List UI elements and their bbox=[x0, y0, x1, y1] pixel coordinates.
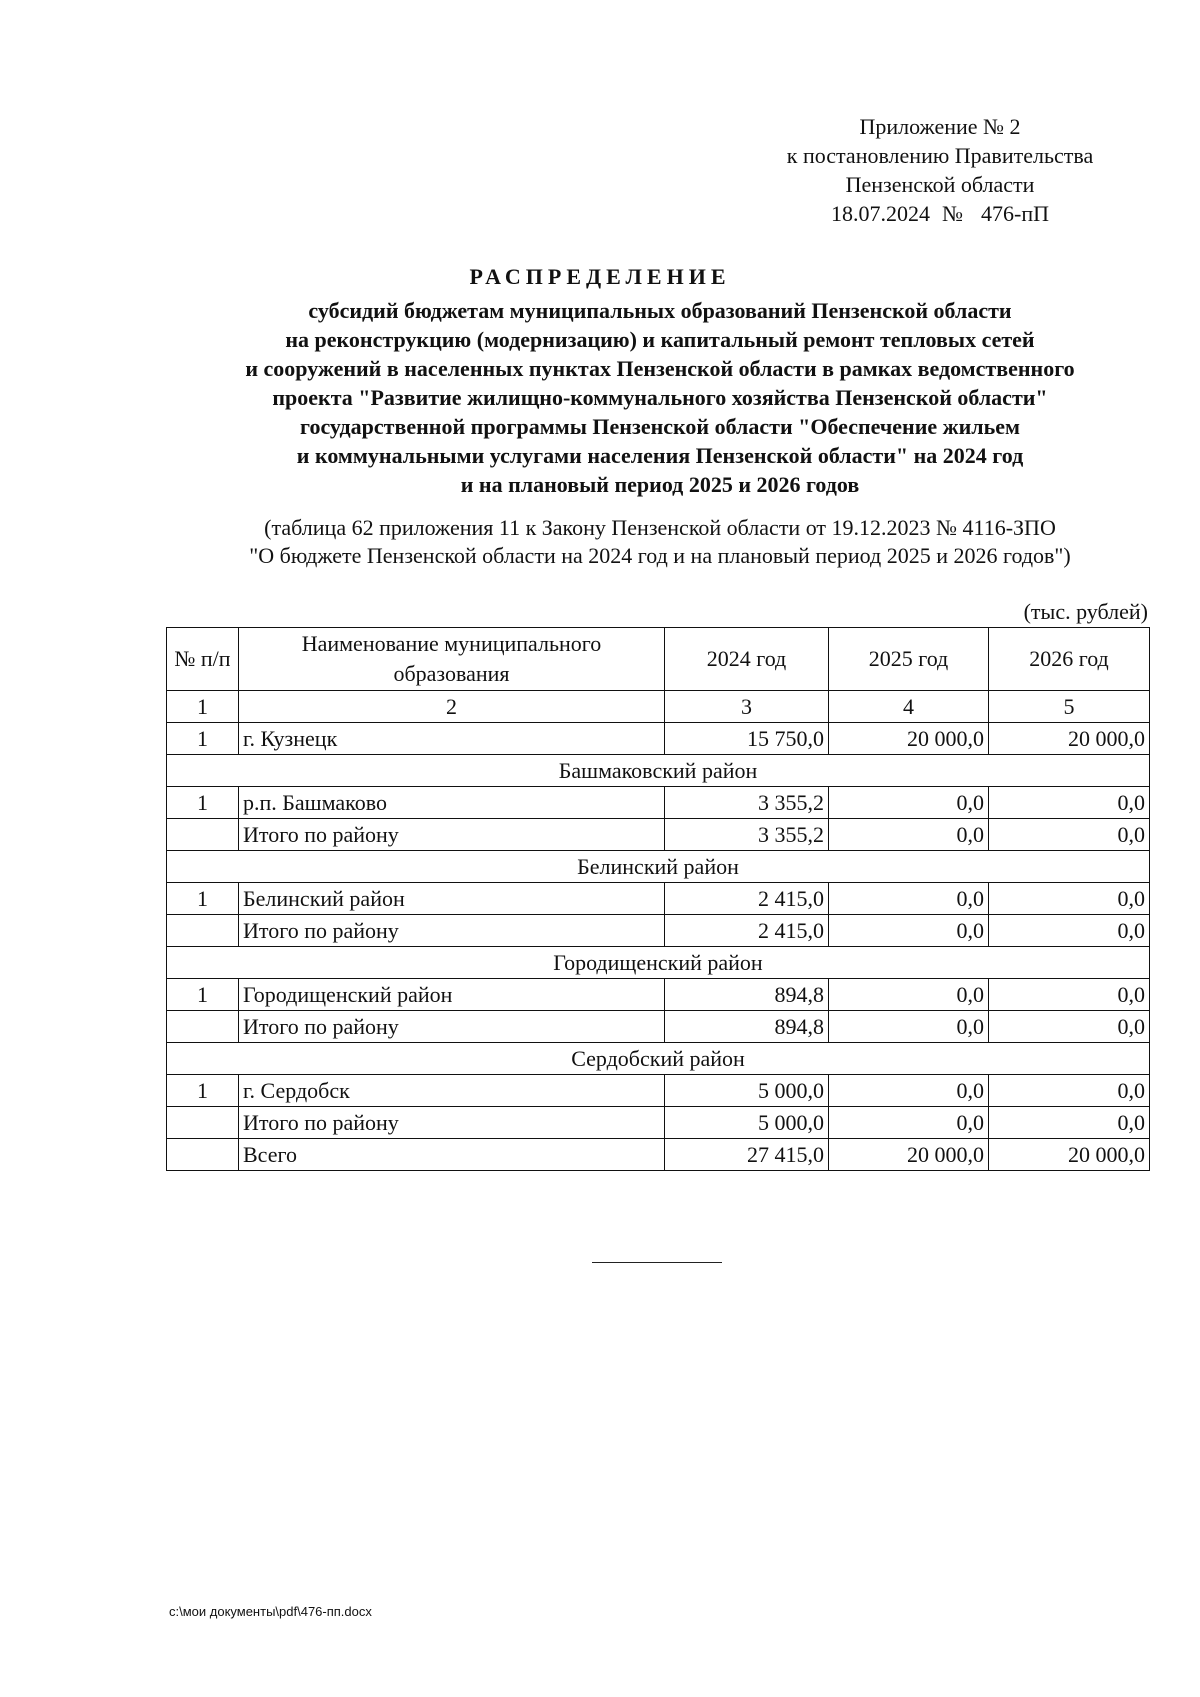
table-header-row bbox=[167, 628, 1150, 691]
row-name: г. Сердобск bbox=[239, 1075, 665, 1107]
subtitle-line: проекта "Развитие жилищно-коммунального хозяйства Пензенской области" bbox=[272, 385, 1048, 410]
source-reference-line: "О бюджете Пензенской области на 2024 год и на плановый период 2025 и 2026 годов") bbox=[249, 543, 1071, 568]
row-name: р.п. Башмаково bbox=[239, 787, 665, 819]
row-name: Итого по району bbox=[239, 1011, 665, 1043]
row-value-2025: 20 000,0 bbox=[829, 1139, 989, 1171]
row-num bbox=[167, 915, 239, 947]
row-value-2025: 0,0 bbox=[829, 1107, 989, 1139]
header-num: № п/п bbox=[167, 628, 239, 691]
row-num: 1 bbox=[167, 1075, 239, 1107]
row-value-2025: 0,0 bbox=[829, 787, 989, 819]
row-num: 1 bbox=[167, 723, 239, 755]
row-value-2025: 0,0 bbox=[829, 819, 989, 851]
row-value-2024: 3 355,2 bbox=[665, 787, 829, 819]
number-sign: № bbox=[942, 201, 963, 226]
row-num bbox=[167, 1139, 239, 1171]
appendix-block bbox=[760, 112, 1120, 228]
subtitle-line: и на плановый период 2025 и 2026 годов bbox=[460, 472, 860, 497]
column-number: 1 bbox=[167, 691, 239, 723]
section-title: Городищенский район bbox=[167, 947, 1150, 979]
row-value-2025: 0,0 bbox=[829, 915, 989, 947]
row-value-2025: 20 000,0 bbox=[829, 723, 989, 755]
table-row bbox=[167, 787, 1150, 819]
row-value-2026: 0,0 bbox=[989, 787, 1150, 819]
source-reference bbox=[120, 514, 1200, 570]
row-value-2026: 0,0 bbox=[989, 1107, 1150, 1139]
table-row bbox=[167, 883, 1150, 915]
table-row bbox=[167, 819, 1150, 851]
row-name: Всего bbox=[239, 1139, 665, 1171]
file-path-footer: c:\мои документы\pdf\476-пп.docx bbox=[169, 1604, 372, 1619]
units-label: (тыс. рублей) bbox=[1023, 599, 1148, 624]
row-value-2026: 0,0 bbox=[989, 1075, 1150, 1107]
section-title: Башмаковский район bbox=[167, 755, 1150, 787]
row-name: г. Кузнецк bbox=[239, 723, 665, 755]
row-value-2024: 15 750,0 bbox=[665, 723, 829, 755]
resolution-number: 476-пП bbox=[981, 201, 1049, 226]
row-value-2026: 20 000,0 bbox=[989, 1139, 1150, 1171]
row-value-2024: 894,8 bbox=[665, 1011, 829, 1043]
row-value-2025: 0,0 bbox=[829, 1011, 989, 1043]
section-title: Белинский район bbox=[167, 851, 1150, 883]
appendix-date-line bbox=[760, 199, 1120, 228]
appendix-line-2: к постановлению Правительства bbox=[786, 143, 1094, 168]
header-2024: 2024 год bbox=[665, 628, 829, 691]
subtitle-line: и коммунальными услугами населения Пензенской области" на 2024 год bbox=[296, 443, 1024, 468]
document-title: РАСПРЕДЕЛЕНИЕ bbox=[469, 264, 731, 289]
closing-divider bbox=[592, 1262, 722, 1263]
table-row bbox=[167, 915, 1150, 947]
row-value-2024: 27 415,0 bbox=[665, 1139, 829, 1171]
row-value-2026: 0,0 bbox=[989, 1011, 1150, 1043]
row-value-2025: 0,0 bbox=[829, 979, 989, 1011]
row-name: Городищенский район bbox=[239, 979, 665, 1011]
row-num: 1 bbox=[167, 883, 239, 915]
row-name: Итого по району bbox=[239, 915, 665, 947]
row-num bbox=[167, 1107, 239, 1139]
column-number: 2 bbox=[239, 691, 665, 723]
row-value-2024: 894,8 bbox=[665, 979, 829, 1011]
table-row bbox=[167, 1107, 1150, 1139]
row-num: 1 bbox=[167, 979, 239, 1011]
row-value-2026: 0,0 bbox=[989, 915, 1150, 947]
row-value-2026: 0,0 bbox=[989, 883, 1150, 915]
source-reference-line: (таблица 62 приложения 11 к Закону Пензенской области от 19.12.2023 № 4116-ЗПО bbox=[264, 515, 1056, 540]
appendix-line-3: Пензенской области bbox=[845, 172, 1035, 197]
row-value-2025: 0,0 bbox=[829, 883, 989, 915]
subtitle-line: и сооружений в населенных пунктах Пензенской области в рамках ведомственного bbox=[245, 356, 1075, 381]
subtitle-line: государственной программы Пензенской области "Обеспечение жильем bbox=[300, 414, 1020, 439]
row-num bbox=[167, 1011, 239, 1043]
row-value-2024: 5 000,0 bbox=[665, 1107, 829, 1139]
row-name: Итого по району bbox=[239, 1107, 665, 1139]
row-value-2024: 5 000,0 bbox=[665, 1075, 829, 1107]
row-num: 1 bbox=[167, 787, 239, 819]
column-number-row bbox=[167, 691, 1150, 723]
row-num bbox=[167, 819, 239, 851]
row-value-2026: 0,0 bbox=[989, 979, 1150, 1011]
column-number: 5 bbox=[989, 691, 1150, 723]
subtitle-line: субсидий бюджетам муниципальных образований Пензенской области bbox=[308, 298, 1012, 323]
resolution-date: 18.07.2024 bbox=[831, 201, 930, 226]
total-row bbox=[167, 1139, 1150, 1171]
column-number: 3 bbox=[665, 691, 829, 723]
section-row bbox=[167, 755, 1150, 787]
table-row bbox=[167, 1011, 1150, 1043]
row-name: Белинский район bbox=[239, 883, 665, 915]
distribution-table bbox=[166, 627, 1150, 1171]
row-value-2026: 20 000,0 bbox=[989, 723, 1150, 755]
table-row bbox=[167, 1075, 1150, 1107]
section-title: Сердобский район bbox=[167, 1043, 1150, 1075]
header-2025: 2025 год bbox=[829, 628, 989, 691]
row-value-2026: 0,0 bbox=[989, 819, 1150, 851]
row-value-2024: 2 415,0 bbox=[665, 915, 829, 947]
subtitle-line: на реконструкцию (модернизацию) и капитальный ремонт тепловых сетей bbox=[285, 327, 1035, 352]
table-row bbox=[167, 723, 1150, 755]
row-name: Итого по району bbox=[239, 819, 665, 851]
section-row bbox=[167, 947, 1150, 979]
row-value-2024: 2 415,0 bbox=[665, 883, 829, 915]
appendix-line-1: Приложение № 2 bbox=[859, 114, 1021, 139]
section-row bbox=[167, 851, 1150, 883]
table-row bbox=[167, 979, 1150, 1011]
section-row bbox=[167, 1043, 1150, 1075]
column-number: 4 bbox=[829, 691, 989, 723]
header-2026: 2026 год bbox=[989, 628, 1150, 691]
header-name: Наименование муниципального образования bbox=[239, 628, 665, 691]
row-value-2025: 0,0 bbox=[829, 1075, 989, 1107]
row-value-2024: 3 355,2 bbox=[665, 819, 829, 851]
document-subtitle bbox=[120, 296, 1200, 499]
